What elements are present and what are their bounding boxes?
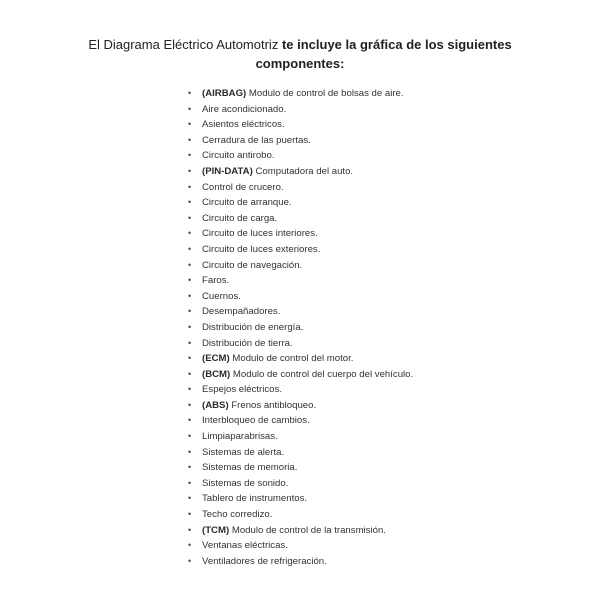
list-item: [188, 398, 413, 414]
list-item: [188, 102, 413, 118]
component-text: Circuito de luces interiores.: [202, 228, 318, 240]
component-text: Circuito antirobo.: [202, 150, 275, 162]
list-item: [188, 554, 413, 570]
bullet-icon: •: [188, 540, 192, 551]
component-text: Faros.: [202, 275, 230, 287]
list-item: [188, 180, 413, 196]
list-item: [188, 273, 413, 289]
bullet-icon: •: [188, 337, 192, 348]
list-item: [188, 258, 413, 274]
component-text: Interbloqueo de cambios.: [202, 415, 310, 427]
heading-emphasis: te incluye la gráfica de los siguientes: [281, 37, 512, 52]
list-item: [188, 86, 413, 102]
list-item: [188, 367, 413, 383]
list-item: [188, 429, 413, 445]
bullet-icon: •: [188, 119, 192, 130]
list-item: [188, 148, 413, 164]
list-item: [188, 211, 413, 227]
list-item: [188, 320, 413, 336]
heading-line-1: [0, 35, 600, 54]
component-list: [188, 86, 413, 569]
component-text: Computadora del auto.: [252, 165, 354, 177]
component-text: Asientos eléctricos.: [202, 119, 285, 131]
bullet-icon: •: [188, 134, 192, 145]
bullet-icon: •: [188, 415, 192, 426]
component-text: Sistemas de sonido.: [202, 477, 289, 489]
component-text: Techo corredizo.: [202, 509, 273, 521]
list-item: [188, 195, 413, 211]
list-item: [188, 164, 413, 180]
list-item: [188, 289, 413, 305]
component-text: Ventiladores de refrigeración.: [202, 555, 327, 567]
list-item: [188, 445, 413, 461]
component-code: (AIRBAG): [202, 88, 247, 99]
bullet-icon: •: [188, 399, 192, 410]
list-item: [188, 538, 413, 554]
list-item: [188, 507, 413, 523]
component-text: Sistemas de memoria.: [202, 462, 298, 474]
component-code: (PIN-DATA): [202, 165, 253, 177]
component-text: Sistemas de alerta.: [202, 446, 285, 458]
component-text: Espejos eléctricos.: [202, 384, 282, 396]
component-text: Modulo de control de bolsas de aire.: [246, 88, 404, 99]
list-item: [188, 413, 413, 429]
list-item: [188, 242, 413, 258]
list-item: [188, 491, 413, 507]
heading-line-2: componentes:: [255, 56, 345, 71]
bullet-icon: •: [188, 462, 192, 473]
list-item: [188, 460, 413, 476]
bullet-icon: •: [188, 493, 192, 504]
bullet-icon: •: [188, 212, 192, 223]
bullet-icon: •: [188, 321, 192, 332]
component-code: (ABS): [202, 399, 229, 411]
component-code: (BCM): [202, 368, 231, 380]
component-text: Cuernos.: [202, 290, 241, 302]
bullet-icon: •: [188, 384, 192, 395]
component-code: (TCM): [202, 524, 230, 536]
bullet-icon: •: [188, 197, 192, 208]
list-item: [188, 476, 413, 492]
bullet-icon: •: [188, 228, 192, 239]
component-text: Aire acondicionado.: [202, 103, 287, 115]
component-code: (ECM): [202, 353, 230, 365]
component-text: Cerradura de las puertas.: [202, 134, 311, 146]
list-item: [188, 382, 413, 398]
component-text: Distribución de energía.: [202, 321, 304, 333]
bullet-icon: •: [188, 477, 192, 488]
component-text: Modulo de control del motor.: [229, 353, 354, 365]
list-item: [188, 523, 413, 539]
bullet-icon: •: [188, 368, 192, 379]
component-text: Circuito de luces exteriores.: [202, 243, 321, 255]
bullet-icon: •: [188, 165, 192, 176]
component-text: Modulo de control de la transmisión.: [229, 524, 386, 536]
component-text: Control de crucero.: [202, 181, 284, 193]
list-item: [188, 226, 413, 242]
bullet-icon: •: [188, 306, 192, 317]
bullet-icon: •: [188, 431, 192, 442]
bullet-icon: •: [188, 446, 192, 457]
bullet-icon: •: [188, 88, 192, 98]
component-text: Circuito de arranque.: [202, 197, 292, 209]
bullet-icon: •: [188, 243, 192, 254]
bullet-icon: •: [188, 259, 192, 270]
list-item: [188, 117, 413, 133]
bullet-icon: •: [188, 290, 192, 301]
bullet-icon: •: [188, 509, 192, 520]
bullet-icon: •: [188, 555, 192, 566]
component-text: Circuito de navegación.: [202, 259, 303, 271]
list-item: [188, 336, 413, 352]
bullet-icon: •: [188, 103, 192, 114]
component-text: Modulo de control del cuerpo del vehículo.: [230, 368, 414, 380]
component-text: Frenos antibloqueo.: [228, 399, 317, 411]
bullet-icon: •: [188, 181, 192, 192]
heading-intro: El Diagrama Eléctrico Automotriz: [88, 37, 282, 52]
list-item: [188, 133, 413, 149]
list-item: [188, 351, 413, 367]
component-text: Desempañadores.: [202, 306, 281, 318]
component-text: Tablero de instrumentos.: [202, 493, 308, 505]
page-heading: [0, 35, 600, 73]
bullet-icon: •: [188, 275, 192, 286]
component-text: Circuito de carga.: [202, 212, 278, 224]
list-item: [188, 304, 413, 320]
component-text: Limpiaparabrisas.: [202, 431, 278, 443]
component-text: Ventanas eléctricas.: [202, 540, 288, 552]
bullet-icon: •: [188, 150, 192, 161]
bullet-icon: •: [188, 353, 192, 364]
component-text: Distribución de tierra.: [202, 337, 293, 349]
bullet-icon: •: [188, 524, 192, 535]
